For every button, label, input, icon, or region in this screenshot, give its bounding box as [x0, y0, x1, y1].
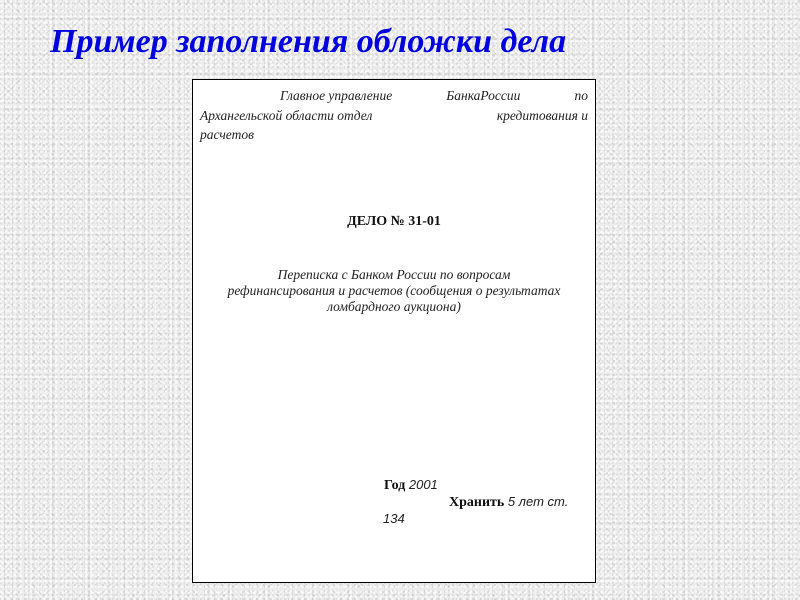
year-label: Год [384, 478, 406, 493]
case-cover-sample [192, 79, 596, 583]
subject-line-2: рефинансирования и расчетов (сообщения о результатах [227, 283, 561, 298]
organization-line-3: расчетов [200, 127, 254, 142]
organization-line-2 [200, 106, 588, 126]
organization-header [200, 86, 588, 145]
case-subject [197, 267, 591, 315]
subject-line-3: ломбардного аукциона) [327, 299, 461, 314]
retention-value: 5 лет ст. [507, 494, 569, 509]
org-text: Главное управление [280, 88, 393, 103]
org-text: БанкаРоссии [446, 88, 521, 103]
retention-label: Хранить [449, 495, 505, 510]
organization-line-1 [200, 86, 588, 106]
org-text: кредитования и [496, 107, 588, 123]
case-number: ДЕЛО № 31-01 [347, 214, 441, 229]
year-field [384, 477, 438, 494]
org-text: по [574, 88, 588, 103]
retention-article: 134 [383, 511, 405, 526]
retention-field [449, 494, 568, 511]
slide-title: Пример заполнения обложки дела [50, 23, 567, 60]
org-text: Архангельской области отдел [200, 107, 373, 123]
year-value: 2001 [408, 477, 438, 492]
subject-line-1: Переписка с Банком России по вопросам [277, 267, 511, 282]
